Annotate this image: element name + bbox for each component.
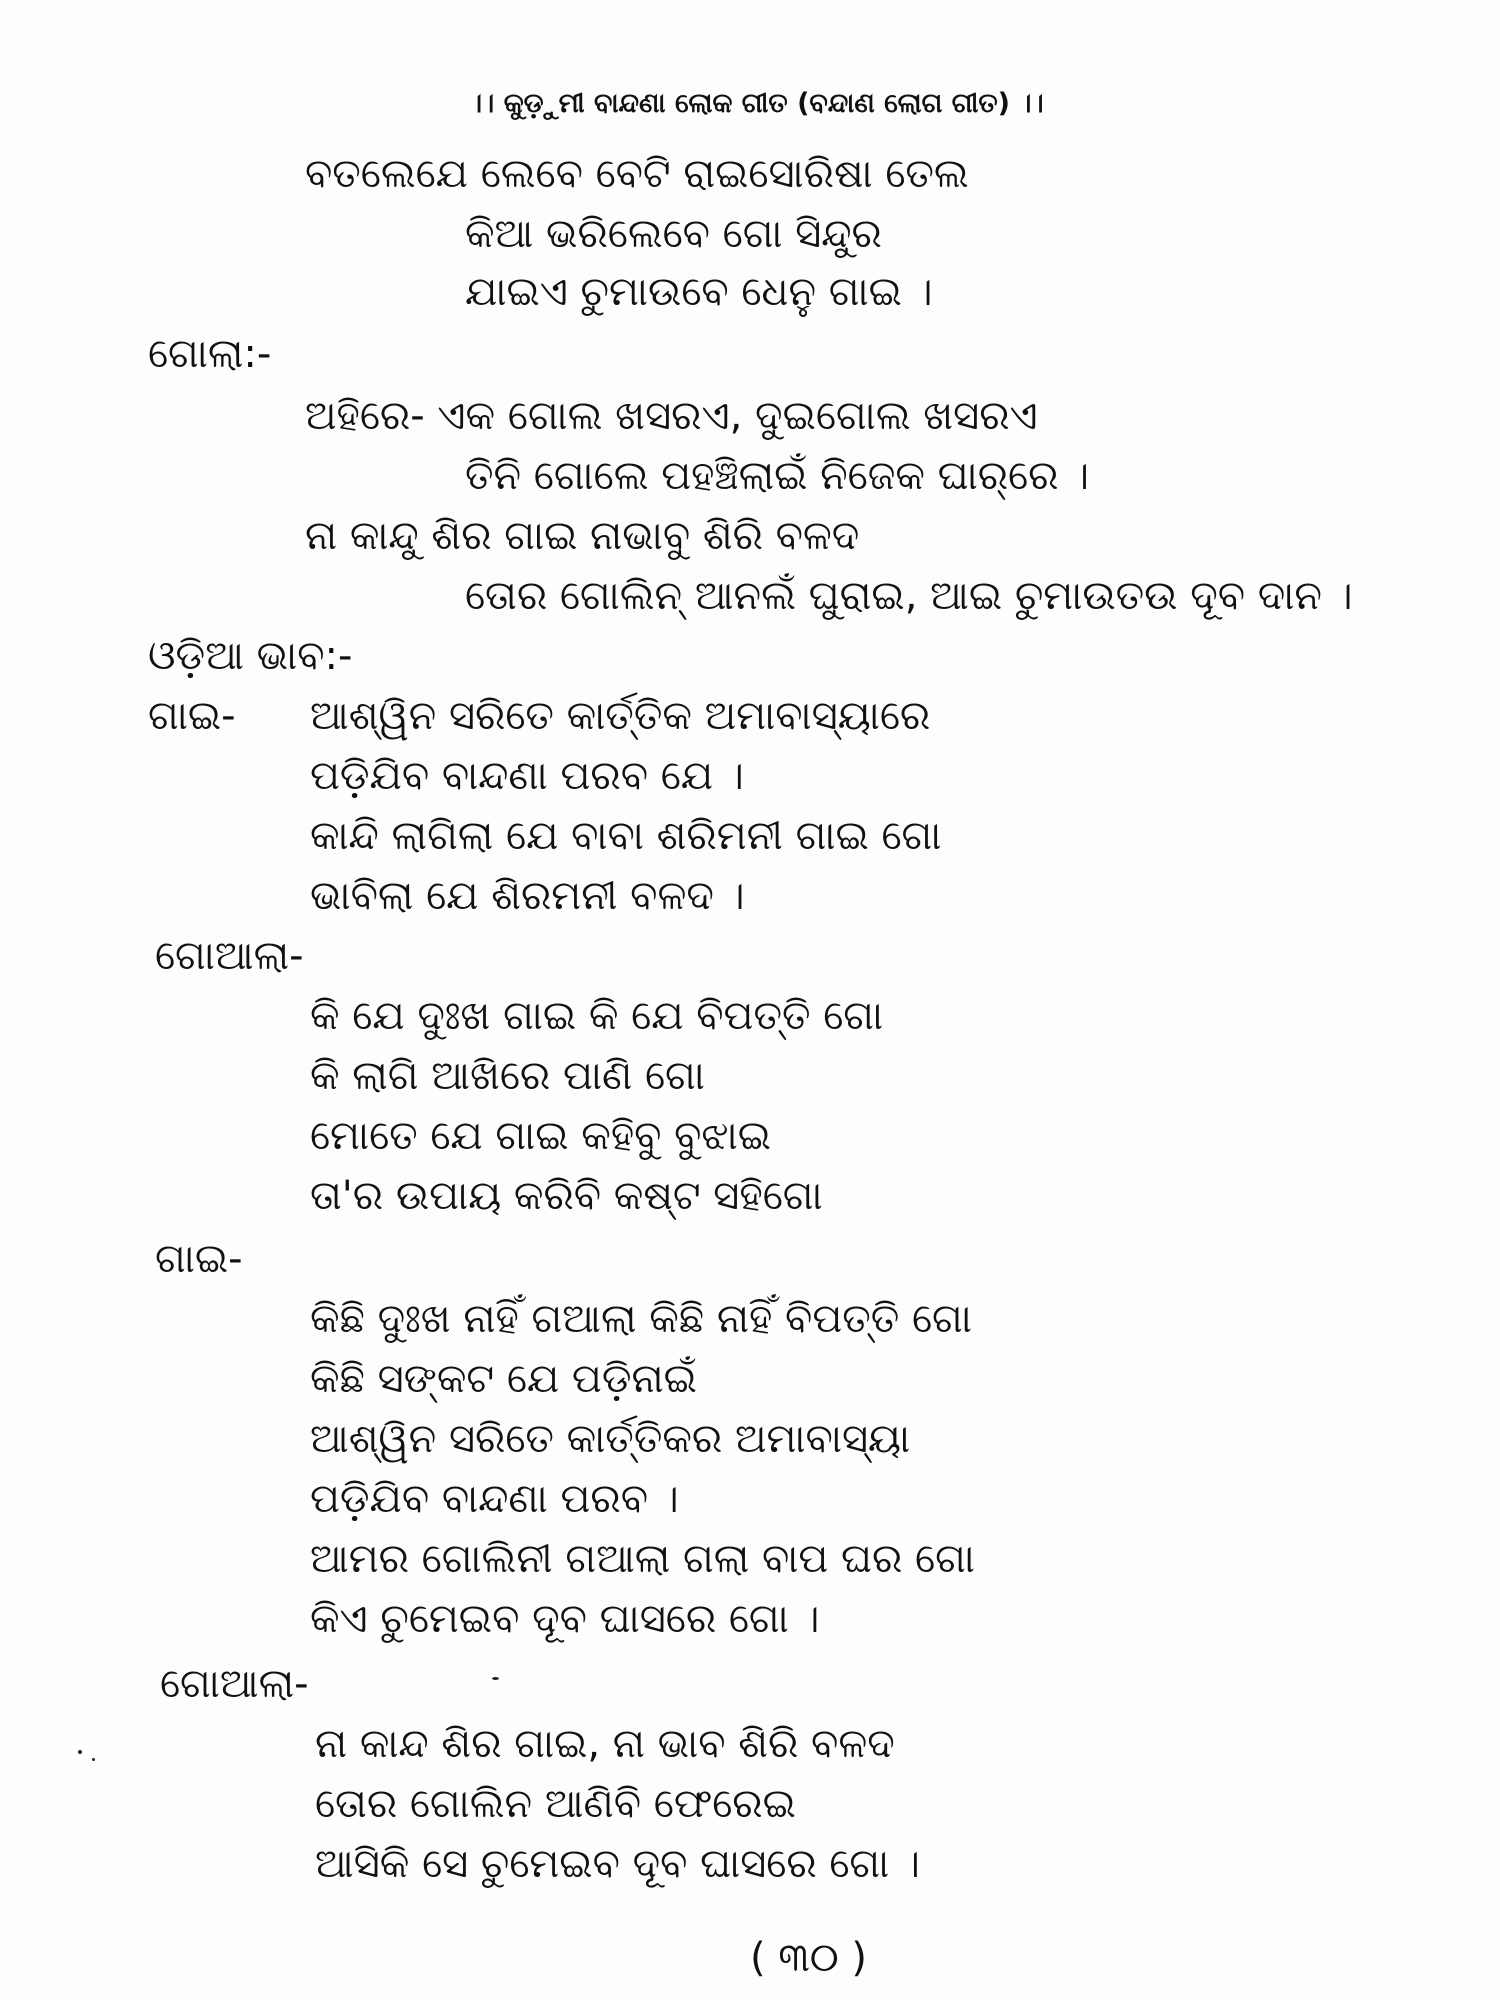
- verse-line: ନା କାନ୍ଦୁ ଶିର ଗାଇ ନାଭାବୁ ଶିରି ବଳଦ: [305, 513, 860, 559]
- speaker-goala: ଗୋଆଲା-: [160, 1661, 309, 1707]
- verse-line: ତୋର ଗୋଲିନ୍ ଆନଲଁ ଘୁରାଇ, ଆଇ ଚୁମାଉତଉ ଦୂବ ଦାନ ।: [465, 573, 1353, 619]
- verse-line: ଭାବିଲା ଯେ ଶିରମନୀ ବଳଦ ।: [310, 873, 745, 919]
- verse-line: ପଡ଼ିଯିବ ବାନ୍ଦଣା ପରବ ଯେ ।: [310, 753, 744, 799]
- page-header: ।। କୁଡ଼ୁମୀ ବାନ୍ଦଣା ଲୋକ ଗୀତ (ବନ୍ଦାଣ ଲୋଗ ଗୀତ) ।।: [470, 88, 1044, 119]
- speaker-odia-bhaba: ଓଡ଼ିଆ ଭାବ:-: [148, 633, 353, 679]
- verse-line: ଅହିରେ- ଏକ ଗୋଲ ଖସରଏ, ଦୁଇଗୋଲ ଖସରଏ: [305, 393, 1038, 439]
- verse-line: ତିନି ଗୋଲେ ପହଞ୍ଚିଲାଇଁ ନିଜେକ ଘାର୍‌ରେ ।: [465, 453, 1090, 499]
- scan-speck: [78, 1750, 82, 1754]
- verse-line: ନା କାନ୍ଦ ଶିର ଗାଇ, ନା ଭାବ ଶିରି ବଳଦ: [315, 1721, 895, 1767]
- verse-line: କିଏ ଚୁମେଇବ ଦୂବ ଘାସରେ ଗୋ ।: [310, 1596, 820, 1642]
- speaker-gai: ଗାଇ-: [155, 1236, 243, 1282]
- verse-line: କି ଲାଗି ଆଖିରେ ପାଣି ଗୋ: [310, 1053, 705, 1099]
- scan-speck: [92, 1758, 95, 1761]
- verse-line: କାନ୍ଦି ଲାଗିଲା ଯେ ବାବା ଶରିମନୀ ଗାଇ ଗୋ: [310, 813, 942, 859]
- verse-line: କିଛି ଦୁଃଖ ନାହିଁ ଗଆଲା କିଛି ନାହିଁ ବିପତ୍ତି ଗୋ: [310, 1296, 972, 1342]
- verse-line: ମୋତେ ଯେ ଗାଇ କହିବୁ ବୁଝାଇ: [310, 1113, 771, 1159]
- verse-line: କି ଯେ ଦୁଃଖ ଗାଇ କି ଯେ ବିପତ୍ତି ଗୋ: [310, 993, 884, 1039]
- speaker-gola: ଗୋଲା:-: [148, 331, 272, 377]
- speaker-gai: ଗାଇ-: [148, 693, 236, 739]
- verse-line: ବତଲେଯେ ଲେବେ ବେଟି ରାଇସୋରିଷା ତେଲ: [305, 151, 969, 197]
- verse-line: ଯାଇଏ ଚୁମାଉବେ ଧେନୁ ଗାଇ ।: [465, 269, 933, 315]
- verse-line: ପଡ଼ିଯିବ ବାନ୍ଦଣା ପରବ ।: [310, 1476, 679, 1522]
- verse-line: କିଆ ଭରିଲେବେ ଗୋ ସିନ୍ଦୁର: [465, 211, 882, 257]
- verse-line: ଆମର ଗୋଲିନୀ ଗଆଲା ଗଲା ବାପ ଘର ଗୋ: [310, 1536, 975, 1582]
- scan-speck: [492, 1677, 499, 1680]
- speaker-goala: ଗୋଆଲା-: [155, 933, 304, 979]
- verse-line: ଆସିକି ସେ ଚୁମେଇବ ଦୂବ ଘାସରେ ଗୋ ।: [315, 1841, 920, 1887]
- verse-line: ତୋର ଗୋଲିନ ଆଣିବି ଫେରେଇ: [315, 1781, 796, 1827]
- verse-line: କିଛି ସଙ୍କଟ ଯେ ପଡ଼ିନାଇଁ: [310, 1356, 697, 1402]
- verse-line: ତା'ର ଉପାୟ କରିବି କଷ୍ଟ ସହିଗୋ: [310, 1173, 823, 1219]
- verse-line: ଆଶ୍ୱିନ ସରିତେ କାର୍ତ୍ତିକର ଅମାବାସ୍ୟା: [310, 1416, 911, 1462]
- page-number: ( ୩୦ ): [750, 1935, 868, 1981]
- verse-line: ଆଶ୍ୱିନ ସରିତେ କାର୍ତ୍ତିକ ଅମାବାସ୍ୟାରେ: [310, 693, 931, 739]
